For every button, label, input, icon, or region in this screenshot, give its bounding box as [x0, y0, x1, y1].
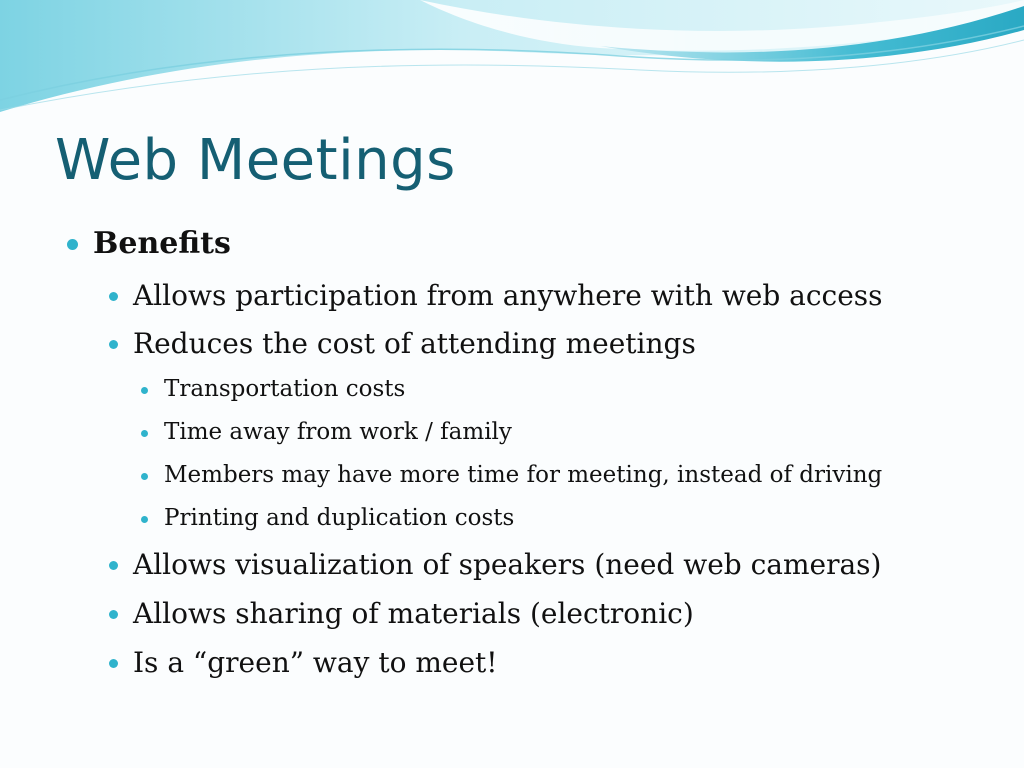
bullet-item [164, 376, 405, 402]
bullet-text: Printing and duplication costs [164, 505, 515, 531]
bullet-item [133, 327, 696, 360]
bullet-text: Members may have more time for meeting, instead of driving [164, 462, 883, 488]
bullet-dot-icon [109, 561, 118, 570]
bullet-text: Benefits [93, 226, 231, 261]
bullet-text: Allows participation from anywhere with web access [133, 279, 883, 312]
bullet-dot-icon [67, 239, 78, 250]
bullet-item [133, 646, 498, 679]
bullet-text: Time away from work / family [164, 419, 512, 445]
bullet-item [133, 548, 881, 581]
slide-title: Web Meetings [55, 128, 456, 193]
bullet-dot-icon [109, 659, 118, 668]
bullet-text: Is a “green” way to meet! [133, 646, 498, 679]
bullet-dot-icon [109, 292, 118, 301]
bullet-item [164, 505, 514, 531]
bullet-dot-icon [141, 516, 148, 523]
bullet-text: Allows visualization of speakers (need web cameras) [133, 548, 882, 581]
bullet-dot-icon [141, 430, 148, 437]
bullet-item [164, 462, 882, 488]
bullet-item [93, 226, 231, 261]
bullet-text: Transportation costs [164, 376, 406, 402]
bullet-dot-icon [141, 473, 148, 480]
bullet-text: Allows sharing of materials (electronic) [133, 597, 694, 630]
bullet-text: Reduces the cost of attending meetings [133, 327, 696, 360]
bullet-dot-icon [141, 387, 148, 394]
bullet-item [133, 279, 883, 312]
bullet-item [164, 419, 512, 445]
bullet-item [133, 597, 694, 630]
bullet-dot-icon [109, 340, 118, 349]
bullet-dot-icon [109, 610, 118, 619]
